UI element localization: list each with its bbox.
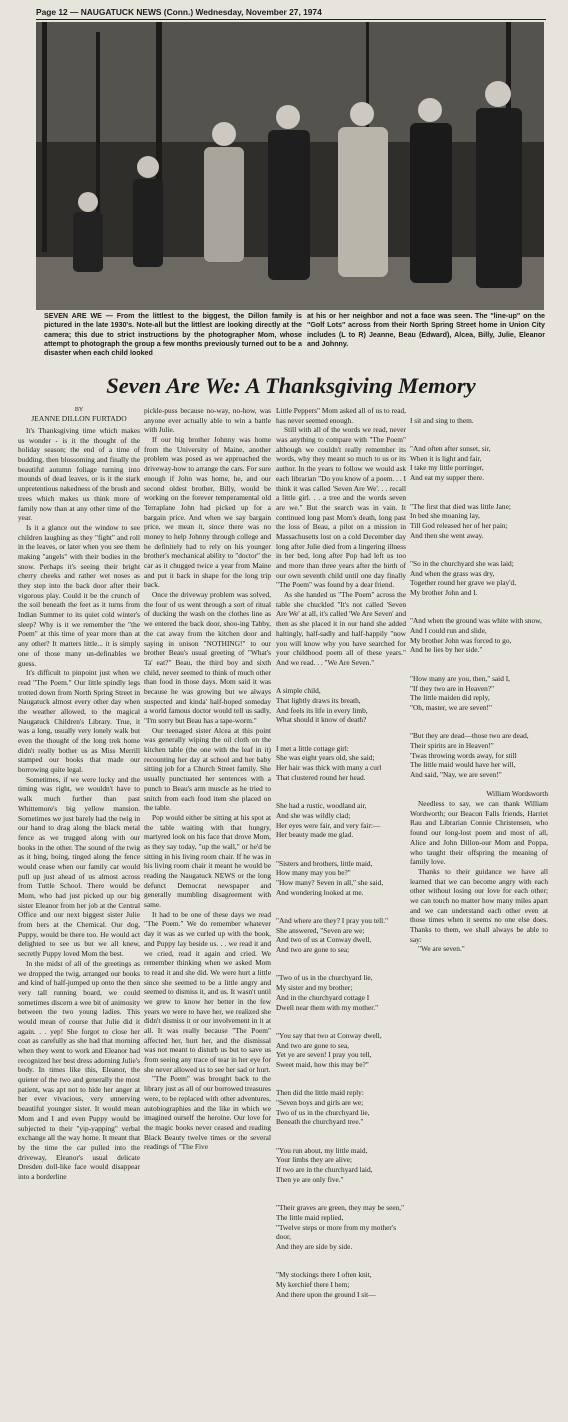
poem-stanza: "How many are you, then," said I, "If they two are in Heaven?" The little maiden did reply, "Oh, master, we are seven!"	[410, 673, 511, 712]
poem-stanza: "But they are dead—those two are dead, Their spirits are in Heaven!" 'Twas throwing words away, for still The little maid would have her will, And said, "Nay, we are seven!"	[410, 731, 529, 779]
photo-illustration	[36, 22, 544, 310]
byline-by: BY	[74, 407, 84, 413]
paragraph: It's difficult to pinpoint just when we read "The Poem." Our little spindly legs trotted down from North Spring Street in Naugatuck almost every other day when the weather allowed, to the magical Naugatuck Children's Library. True, it was a long, usually very lonely walk but even the thought of the long trek home didn't really bother us as Miss Merrill stamped our books that made our borrowing quite legal.	[18, 668, 140, 775]
poem-stanza: "You say that two at Conway dwell, And two are gone to sea, Yet ye are seven! I pray you tell, Sweet maid, how this may be?"	[276, 1030, 382, 1069]
poem-stanza: "Sisters and brothers, little maid, How many may you be?" "How many? Seven in all," she said, And wondering looked at me.	[276, 858, 384, 897]
paragraph: In the midst of all of the greetings as we dropped the twig, arranged our books and kind of half-jumped up onto the then very tall running board, we could sometimes discern a wee bit of animosity between the two young ladies. This would mean of course that Julie did it again. . . yep! She forgot to close her coat as carefully as she had that morning when they went to work and Eleanor had recognized her best dress adorning Julie's body. In times like this, Eleanor, the quieter of the two and generally the most patient, was apt not to hide her anger at her ever vivacious, very unnerving beautiful younger sister. It would mean Mom and I and even Puppy would be subjected to their "yip-yapping" verbal exchange all the way home. It meant that by the time the car pulled into the driveway, Eleanor's usual delicate Dresden doll-like face would disappear into a borderline	[18, 958, 140, 1181]
paragraph: As she handed us "The Poem" across the table she chuckled "It's not called 'Seven Are We' at all, it's called 'We Are Seven' and then as she placed it in our hand she added haltingly, half-sadly and half-happily "now you will know why you have searched for your childhood poem all of these years." And we read. . . "We Are Seven."	[276, 590, 406, 667]
paragraph: Once the driveway problem was solved, the four of us went through a sort of ritual of ducking the wash on the clothes line as we entered the back door, shoo-ing Tabby, the cat away from the kitchen door and saying in unison "NOTHING!" to our brother Beau's usual greeting of "What's Ta' eat?" Beau, the third boy and sixth child, never seemed to think of much other than food in those days. Mom said it was because he was growing but we always suspected and kinda' half-hoped someday a world famous doctor would tell us sadly, "I'm sorry but Beau has a tape-worm."	[144, 590, 271, 725]
paragraph: pickle-puss because no-way, no-how, was anyone ever actually able to win a battle with Julie.	[144, 406, 271, 435]
figure-eleanor	[410, 98, 452, 283]
poem-stanza: "And when the ground was white with snow, And I could run and slide, My brother John was forced to go, And he lies by her side."	[410, 616, 542, 655]
poem-stanza: "The first that died was little Jane; In bed she moaning lay, Till God released her of her pain; And then she went away.	[410, 501, 511, 540]
poem-stanza: "My stockings there I often knit, My kerchief there I hem; And there upon the ground I sit—	[276, 1270, 376, 1299]
byline-author: JEANNE DILLON FURTADO	[31, 414, 127, 423]
paragraph: Needless to say, we can thank William Wordworth; our Beacon Falls friends, Harriet Rau and Librarian Connie Christensen, who found our long-lost poem and most of all, Alice and John Dillon-our Mom and Poppa, who taught their offspring the meaning of family love.	[410, 799, 548, 867]
poem-author: William Wordsworth	[486, 789, 548, 799]
photo-caption-left: SEVEN ARE WE — From the littlest to the biggest, the Dillon family is pictured in the late 1930's. Note-all but the littlest are looking directly at the camera; this due to strict instructions by the photographer Mom, whose attempt to photograph the group a few months previously turned out to be a disaster when each child looked	[44, 312, 302, 358]
article-headline: Seven Are We: A Thanksgiving Memory	[106, 373, 476, 398]
poem-stanza: "And often after sunset, sir, When it is light and fair, I take my little porringer, And eat my supper there.	[410, 444, 491, 483]
poem-stanza: "Their graves are green, they may be seen," The little maid replied, "Twelve steps or more from my mother's door, And they are side by side.	[276, 1203, 405, 1251]
paragraph: It had to be one of these days we read "The Poem." We do remember whatever day it was as we curled up with the book, and Puppy lay beside us. . . we read it and we cried, read it again and cried. We remember thinking when we asked Mom to read it and she did. We were hurt a little since she seemed to be a little angry and seemed to dismiss it, and us. It wasn't until we grew to know her better in the few years we were to have her, we realized she didn't dismiss it or our involvement in it at all. It was really because "The Poem" affected her, hurt her, and the dismissal was not meant to disturb us but to save us from seeing any trace of tear in her eye for she never allowed us to see her sad or hurt.	[144, 909, 271, 1074]
article-column-4	[410, 406, 548, 1422]
paragraph: Thanks to their guidance we have all learned that we can become angry with each other without losing our love for each other; we can touch no matter how many miles apart and we can understand each other even at those times when it seems no one else does. Thanks to them, we shall always be able to say:	[410, 866, 548, 944]
article-column-2	[144, 406, 271, 1422]
figure-julie	[338, 102, 388, 277]
poem-stanza: A simple child, That lightly draws its breath, And feels its life in every limb, What should it know of death?	[276, 686, 368, 725]
family-photo	[36, 22, 544, 310]
photo-caption-right: at his or her neighbor and not a face was seen. The "line-up" on the "Golf Lots" across from their North Spring Street home in Union City includes (L to R) Jeanne, Beau (Edward), Alcea, Billy, Julie, Eleanor and Johnny.	[307, 312, 545, 348]
article-column-3	[276, 406, 406, 1422]
paragraph: "We are seven."	[418, 944, 465, 954]
paragraph: Sometimes, if we were lucky and the timing was right, we wouldn't have to walk much further than past Whittemore's big yellow mansion. Sometimes we just barely had the twig in our hand to drag along the black metal fence as we trugged along with our books in the other. The sound of the twig as it bing, boing, tinged along the fence would cease when our family car would pull up just ahead of us almost across from Tuttle School. There would be Mom, who had just picked up our big sister Eleanor from her job at the Central Office and our next biggest sister Julie from hers at the Chemical. Our dog, Puppy, would be there too. He would act delighted to see us but we all knew, secretly Puppy loved Mom the best.	[18, 774, 140, 959]
article-column-1	[18, 406, 140, 1422]
poem-stanza: "Two of us in the churchyard lie, My sister and my brother; And in the churchyard cottage I Dwell near them with my mother."	[276, 973, 379, 1012]
paragraph: Still with all of the words we read, never was anything to compare with "The Poem" although we couldn't really remember its words, why they meant so much to us or its author. In the years to follow we would ask each librarian "Do you know of a poem. . . I think it was called 'Seven Are We'. . . recall a little girl. . . a tree and the words seven are we." But the search was in vain. It continued long past Mom's death, long past the loss of Beau, a pilot on a mission in Massachusetts lost on a cold December day long after Julie died from a lingering illness in her bed, long after Pop had left us too and more than three years after the birth of our own seventh child until one day finally "The Poem" was found by a dear friend.	[276, 425, 406, 590]
paragraph: "The Poem" was brought back to the library just as all of our borrowed treasures were, to be replaced with other adventures, autobiographies and the like in which we imagined ourself the heroine. Our love for the magic books never ceased and reading Black Beauty twelve times or the several readings of "The Five	[144, 1074, 271, 1152]
figure-johnny	[476, 81, 522, 288]
paragraph: Pop would either be sitting at his spot at the table waiting with that hungry, martyred look on his face that drove Mom, as they say today, "up the wall," or he'd be sitting in his living room chair. If he was in his living room chair it meant he would be reading the Naugatuck NEWS or the long defunct Democrat newspaper and generally mumbling disagreement with same.	[144, 812, 271, 910]
poem-stanza: "So in the churchyard she was laid; And when the grass was dry, Together round her grave we play'd, My brother John and I.	[410, 558, 517, 597]
paragraph: Is it a glance out the window to see children laughing as they "fight" and roll in the leaves, or later when you see them making "angels" with their bodies in the snow. Perhaps it's seeing their bright cherry cheeks and rather wet noses as they step into the back door after their vigorous play. Could it be the crunch of the soil beneath the feet as it turns from Indian Summer to its quiet cold winter's sleep? Why is it we remember the "the Poem" at this time of year more than at any other? It matters little... it is simply one of those many un-definables we guess.	[18, 522, 140, 668]
figure-billy	[268, 105, 310, 280]
paragraph: Our teenaged sister Alcea at this point was generally wiping the oil cloth on the kitchen table (the one with the leaf in it) recounting her day at school and her baby sitting job for a Church Street family. She usually punctuated her sentences with a punch to Beau's arm muscle as he tried to snitch from each food item she placed on the table.	[144, 725, 271, 813]
poem-stanza: She had a rustic, woodland air, And she was wildly clad; Her eyes were fair, and very fair:— Her beauty made me glad.	[276, 801, 381, 840]
poem-stanza: I met a little cottage girl: She was eight years old, she said; Her hair was thick with many a curl That clustered round her head.	[276, 743, 382, 782]
poem-stanza: "You run about, my little maid, Your limbs they are alive; If two are in the churchyard laid, Then ye are only five."	[276, 1145, 373, 1184]
poem-we-are-seven-part-1	[276, 677, 406, 1319]
paragraph: Little Peppers" Mom asked all of us to read, has never seemed enough.	[276, 406, 406, 425]
poem-stanza: Then did the little maid reply: "Seven boys and girls are we; Two of us in the churchyard lie, Beneath the churchyard tree."	[276, 1088, 370, 1127]
poem-stanza: "And where are they? I pray you tell." She answered, "Seven are we; And two of us at Conway dwell, And two are gone to sea;	[276, 916, 389, 955]
poem-stanza: I sit and sing to them.	[410, 415, 474, 425]
paragraph: It's Thanksgiving time which makes us wonder - is it the thought of the holiday season; the end of a time of budding, then blossoming and finally the beautiful autumn foliage turning into mounds of dead leaves, or is it the stark unpretentious nakedness of the brush and trees which makes us think more of family now than at any other time of the year.	[18, 426, 140, 523]
paragraph: If our big brother Johnny was home from the University of Maine, another problem was posed as we approached the driveway-how to arrange the cars. For sure enough if John was home, he, and our second oldest brother, Billy, would be working on the forever temperamental old Terraplane John had picked up for a bargain price. And when we say bargain price, we mean it, since there was no money to help Johnny through college and he definitely had to rely on his younger brother's mechanical ability to "doctor" the car as it chugged twice a year from Maine and put it back in shape for the long trip back.	[144, 435, 271, 590]
masthead: Page 12 — NAUGATUCK NEWS (Conn.) Wednesday, November 27, 1974	[36, 6, 546, 20]
poem-we-are-seven-part-2	[410, 406, 548, 789]
